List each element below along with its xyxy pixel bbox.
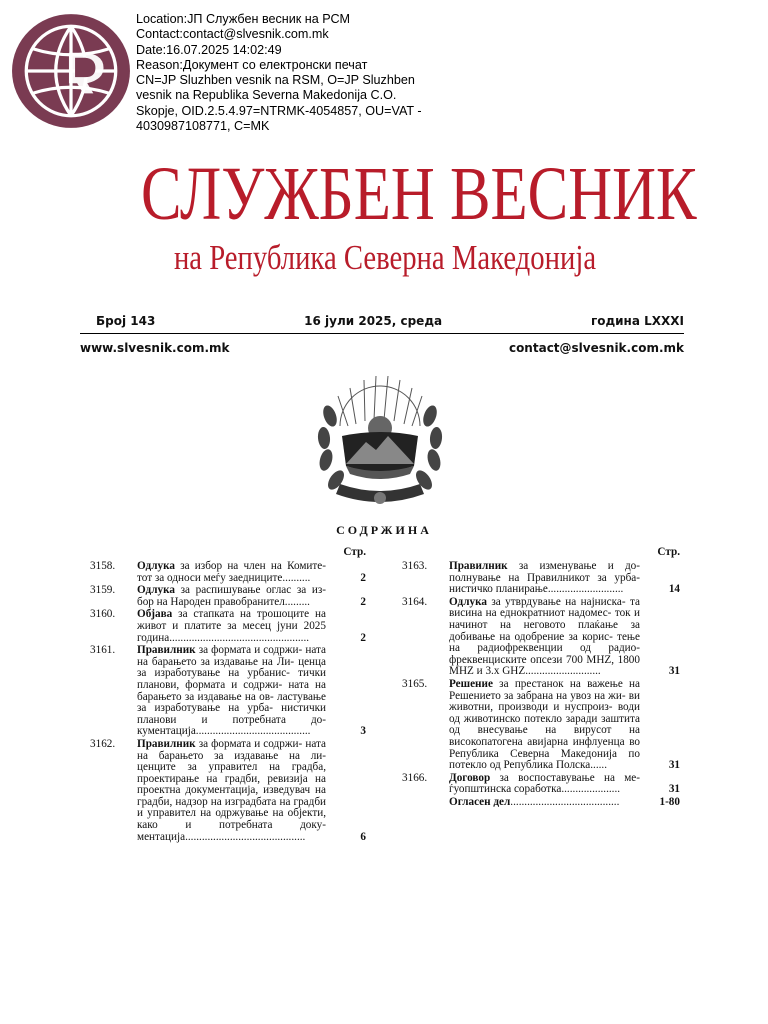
entry-type: Одлука (449, 595, 487, 608)
issue-info-row (80, 314, 684, 328)
toc-entry[interactable] (402, 773, 684, 796)
entry-type: Објава (137, 608, 173, 621)
entry-title: за избор на член на Комите- тот за односи меѓу заедниците.......... (137, 560, 326, 584)
entry-title: за формата и содржи- ната на барањето за издавање на ли- ценците за управител на градба, проектирање на градби, ревизија на проектна документација, изведувач на градби, надзор на изградбата на градби и управител на одржување на објекти, како и потребната доку- ментација........................................... (137, 737, 326, 843)
entry-type: Одлука (137, 560, 175, 572)
toc-entry[interactable] (402, 561, 684, 596)
toc-entry[interactable] (90, 561, 370, 584)
email-link[interactable]: contact@slvesnik.com.mk (508, 341, 684, 355)
toc-entry[interactable] (402, 597, 684, 678)
entry-number: 3164. (402, 595, 428, 608)
toc-left-column (90, 547, 370, 843)
entry-type: Правилник (137, 644, 196, 657)
entry-page: 3 (360, 725, 366, 738)
masthead (80, 150, 697, 278)
entry-page: 14 (668, 583, 680, 596)
entry-title: за стапката на трошоците на живот и платите за месец јуни 2025 година.................................................. (137, 608, 326, 644)
entry-page: 2 (360, 571, 366, 584)
divider (80, 333, 684, 334)
entry-title: за распишување оглас за из- бор на Народен правобранител......... (137, 584, 326, 608)
contact-row (80, 341, 684, 355)
entry-title: за изменување и до- полнување на Правилникот за урба- нистичко планирање........................... (449, 560, 640, 596)
entry-title: за формата и содржи- ната на барањето за издавање на Ли- ценца за изработување на урбанис- тички планови, формата и содржи- ната на барањето за издавање на ов- ластување за изработување на урба- нистички планови и потребната до- кументација......................................... (137, 644, 326, 738)
entry-number: 3163. (402, 560, 428, 572)
entry-page: 2 (360, 631, 366, 644)
page-column-label: Стр. (657, 546, 680, 558)
entry-title: за воспоставување на ме- ѓуопштинска соработка..................... (449, 771, 640, 796)
signature-cn-line: CN=JP Sluzhben vesnik na RSM, O=JP Sluzhben (136, 73, 415, 88)
entry-page: 31 (668, 665, 680, 678)
entry-page: 6 (360, 830, 366, 843)
entry-type: Правилник (449, 560, 508, 572)
entry-page: 1-80 (659, 795, 680, 808)
toc-entry[interactable] (402, 797, 684, 809)
toc-entry[interactable] (90, 585, 370, 608)
entry-title: за престанок на важење на Решението за забрана на увоз на жи- ви животни, производи и нуспроиз- води од животинско потекло заради заштита од внесување на вирусот на високопатогена авијарна инфлуенца во Република Северна Македонија по потекло од Република Полска...... (449, 677, 640, 772)
toc-entry[interactable] (90, 739, 370, 843)
website-link[interactable]: www.slvesnik.com.mk (80, 341, 230, 355)
entry-number: 3166. (402, 771, 428, 784)
entry-number: 3161. (90, 644, 116, 657)
toc-right-column (402, 547, 684, 808)
toc-entry[interactable] (402, 679, 684, 772)
issue-number: Број 143 (96, 314, 156, 328)
signature-reason: Reason:Документ со електронски печат (136, 57, 368, 72)
signature-contact: Contact:contact@slvesnik.com.mk (136, 27, 329, 42)
coat-of-arms-icon (310, 366, 450, 511)
entry-number: 3160. (90, 608, 116, 621)
entry-type: Решение (449, 677, 493, 690)
digital-signature-block (136, 12, 466, 134)
masthead-title: СЛУЖБЕН ВЕСНИК (141, 152, 697, 236)
entry-number: 3159. (90, 584, 116, 597)
toc-entry[interactable] (90, 645, 370, 738)
issue-year: година LXXXI (590, 314, 684, 328)
toc-entry[interactable] (90, 609, 370, 644)
entry-page: 2 (360, 595, 366, 608)
page-column-label: Стр. (343, 546, 366, 558)
entry-number: 3165. (402, 677, 428, 690)
signature-cn-line: vesnik na Republika Severna Makedonija C.O. (136, 88, 397, 103)
entry-type: Правилник (137, 737, 196, 750)
signature-location: Location:ЈП Службен весник на РСМ (136, 12, 350, 26)
masthead-subtitle: на Република Северна Македонија (173, 238, 597, 277)
entry-page: 31 (668, 783, 680, 796)
signature-seal-icon (10, 12, 132, 130)
signature-date: Date:16.07.2025 14:02:49 (136, 42, 282, 57)
entry-title: за утврдување на најниска- та висина на еднократниот надомес- ток и начинот на неговото плаќање за добивање на одобрение за корис- тење на радиофреквенции од радио- фреквенциските опсези 700 MHZ, 1800 MHZ и 3.x GHZ........................... (449, 595, 640, 678)
signature-cn-line: 4030987108771, C=MK (136, 119, 270, 134)
entry-number: 3158. (90, 560, 116, 572)
entry-title: ....................................... (510, 795, 620, 808)
signature-cn-line: Skopje, OID.2.5.4.97=NTRMK-4054857, OU=VAT - (136, 103, 422, 118)
entry-type: Договор (449, 771, 491, 784)
entry-number: 3162. (90, 737, 116, 750)
toc-heading: СОДРЖИНА (336, 523, 432, 537)
entry-type: Огласен дел (449, 795, 511, 808)
issue-date: 16 јули 2025, среда (304, 314, 443, 328)
entry-page: 31 (668, 759, 680, 772)
entry-number (402, 797, 449, 809)
entry-type: Одлука (137, 584, 175, 597)
